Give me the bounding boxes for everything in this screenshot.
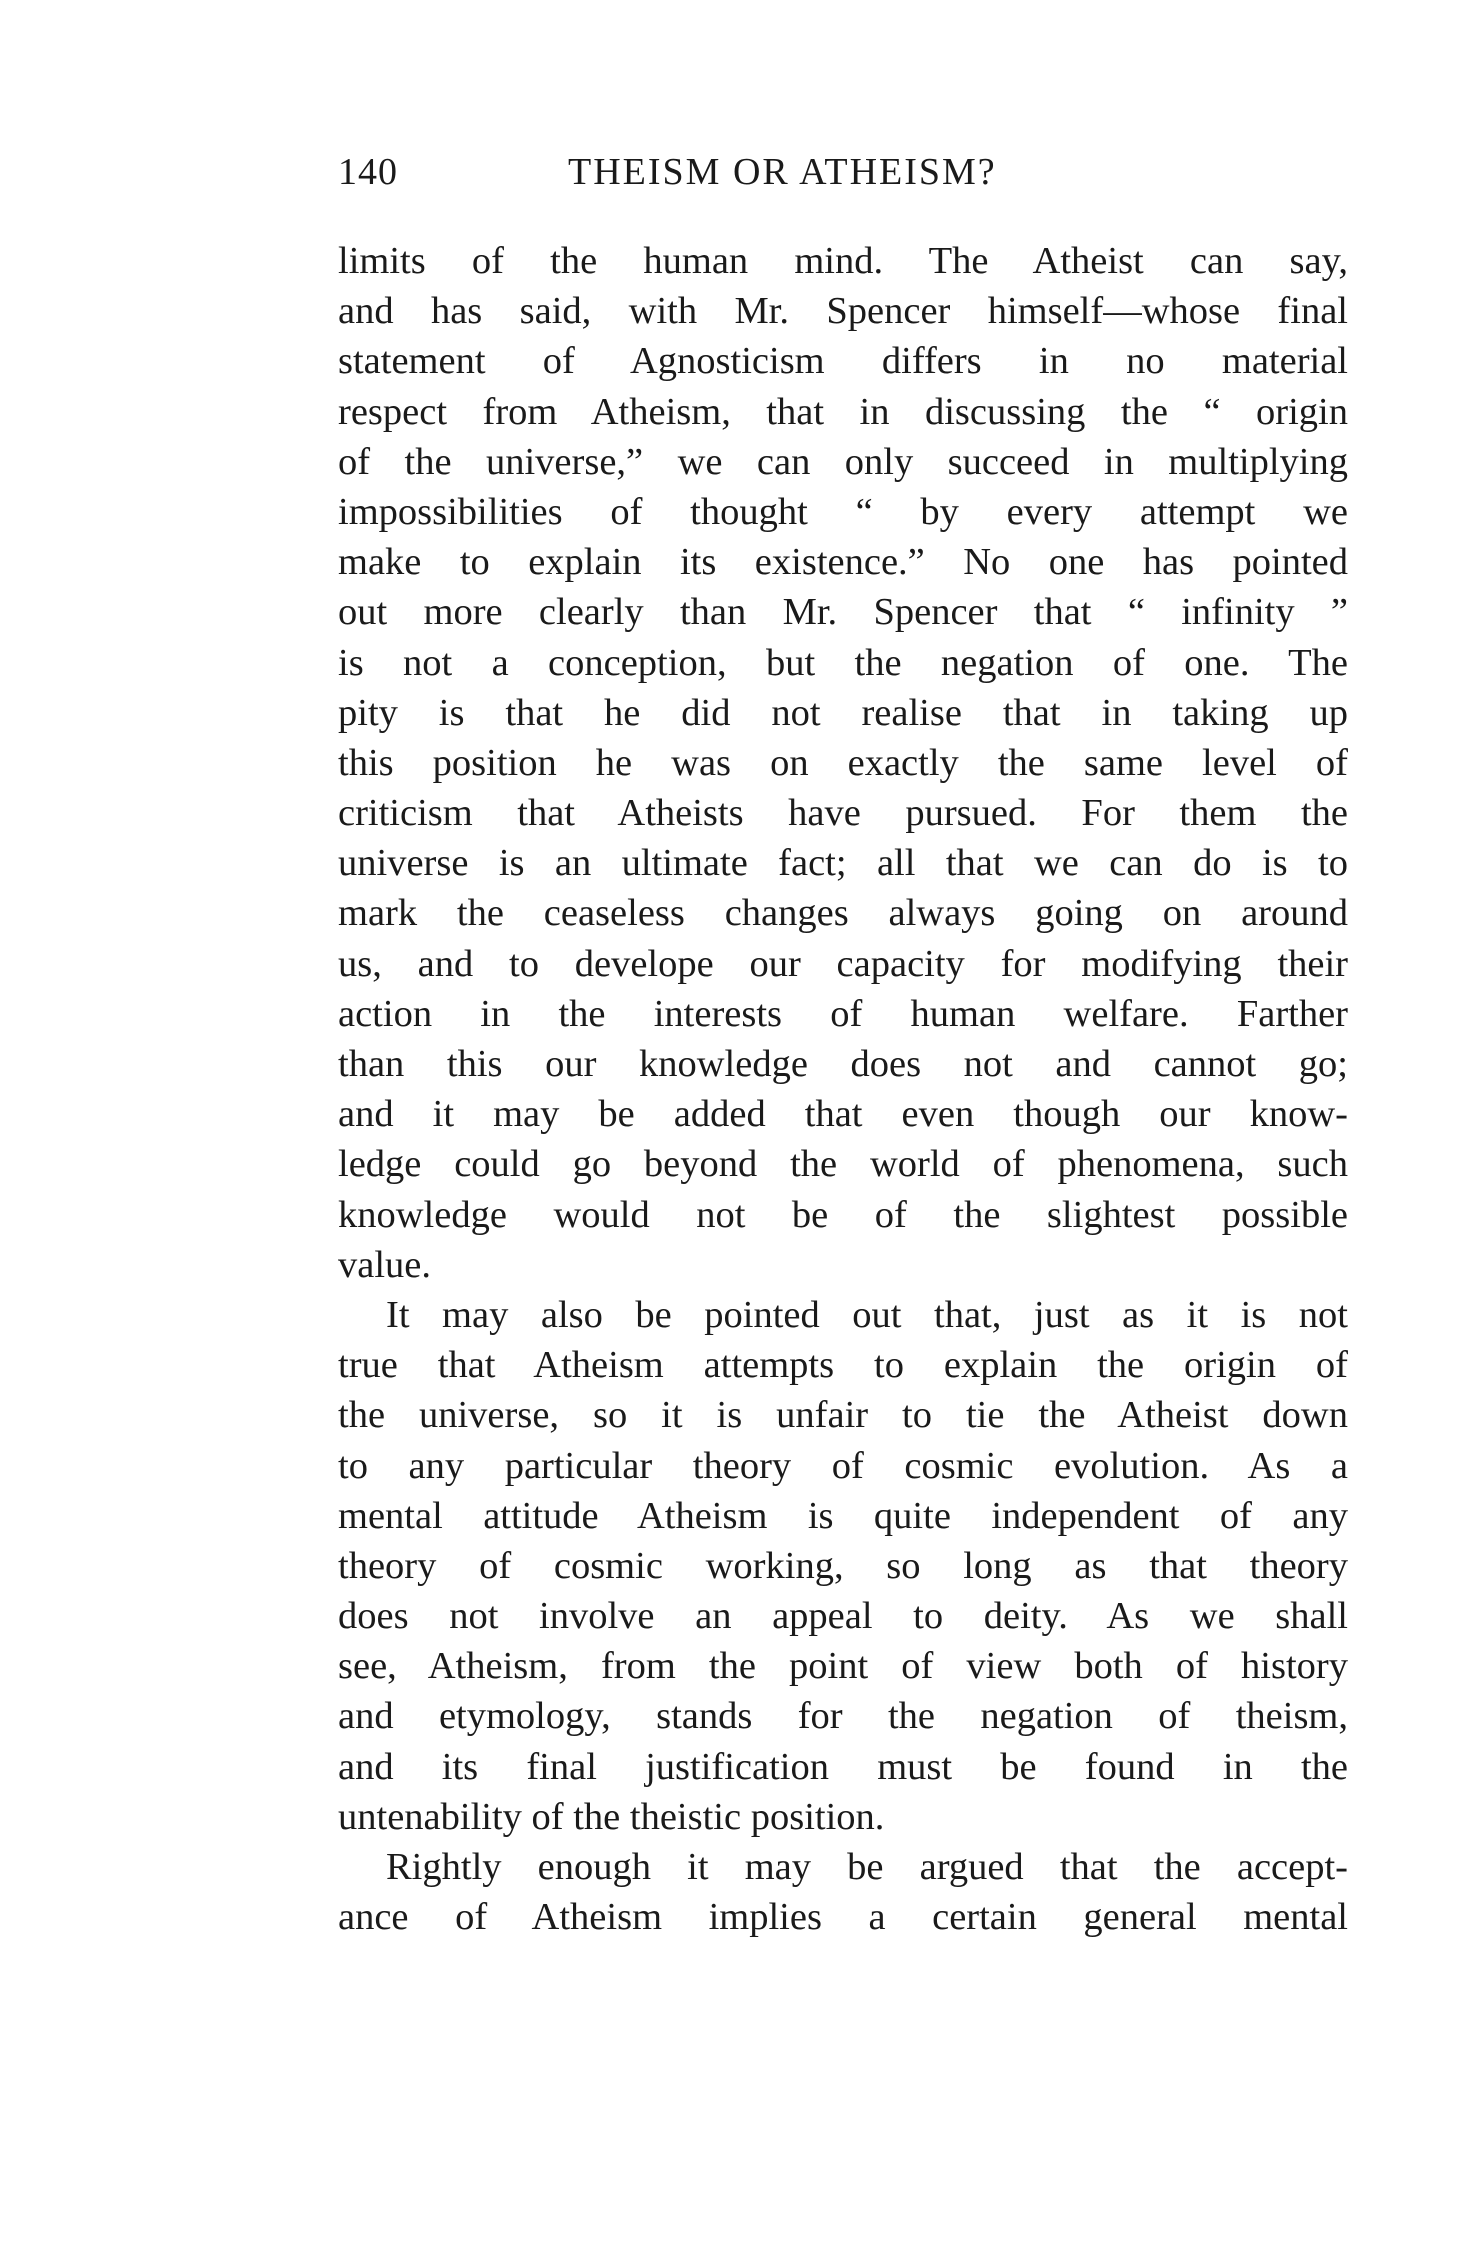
text-line: of the universe,” we can only succeed in multiplying <box>338 440 1348 483</box>
text-line: and has said, with Mr. Spencer himself—whose final <box>338 290 1348 333</box>
text-line: us, and to develope our capacity for modifying their <box>338 942 1348 985</box>
text-line: ance of Atheism implies a certain general mental <box>338 1896 1348 1939</box>
text-line: than this our knowledge does not and cannot go; <box>338 1043 1348 1085</box>
paragraph <box>338 236 1348 1290</box>
text-line: mental attitude Atheism is quite independent of any <box>338 1494 1348 1537</box>
text-line: see, Atheism, from the point of view both of history <box>338 1645 1348 1688</box>
text-line: impossibilities of thought “ by every attempt we <box>338 490 1348 533</box>
text-line: does not involve an appeal to deity. As we shall <box>338 1595 1348 1638</box>
text-line: value. <box>338 1243 431 1286</box>
text-line: and its final justification must be found in the <box>338 1745 1348 1788</box>
paragraph <box>338 1842 1348 1942</box>
text-line: action in the interests of human welfare. Farther <box>338 992 1348 1035</box>
text-line: theory of cosmic working, so long as that theory <box>338 1544 1348 1587</box>
text-line: and it may be added that even though our know- <box>338 1093 1348 1136</box>
text-line: make to explain its existence.” No one has pointed <box>338 541 1348 584</box>
text-line: knowledge would not be of the slightest possible <box>338 1193 1348 1236</box>
text-line: Rightly enough it may be argued that the accept- <box>386 1846 1348 1888</box>
page-number: 140 <box>338 151 398 193</box>
text-line: respect from Atheism, that in discussing the “ origin <box>338 390 1348 433</box>
text-line: mark the ceaseless changes always going on around <box>338 892 1348 935</box>
text-line: pity is that he did not realise that in taking up <box>338 691 1348 734</box>
text-line: to any particular theory of cosmic evolution. As a <box>338 1444 1348 1487</box>
text-line: is not a conception, but the negation of one. The <box>338 641 1348 684</box>
body-text <box>338 236 1348 1942</box>
text-line: It may also be pointed out that, just as it is not <box>386 1293 1348 1336</box>
text-line: and etymology, stands for the negation of theism, <box>338 1695 1348 1738</box>
text-line: criticism that Atheists have pursued. For them the <box>338 792 1348 835</box>
text-line: the universe, so it is unfair to tie the Atheist down <box>338 1394 1348 1437</box>
page-header <box>338 150 1348 200</box>
text-line: true that Atheism attempts to explain the origin of <box>338 1344 1348 1387</box>
paragraph <box>338 1290 1348 1842</box>
text-line: statement of Agnosticism differs in no material <box>338 340 1348 383</box>
text-line: limits of the human mind. The Atheist can say, <box>338 240 1348 282</box>
running-title: THEISM OR ATHEISM? <box>568 151 997 193</box>
text-line: untenability of the theistic position. <box>338 1795 885 1838</box>
text-line: this position he was on exactly the same level of <box>338 741 1348 784</box>
text-line: ledge could go beyond the world of phenomena, such <box>338 1143 1348 1186</box>
text-line: universe is an ultimate fact; all that we can do is to <box>338 842 1348 885</box>
text-line: out more clearly than Mr. Spencer that “ infinity ” <box>338 591 1348 634</box>
